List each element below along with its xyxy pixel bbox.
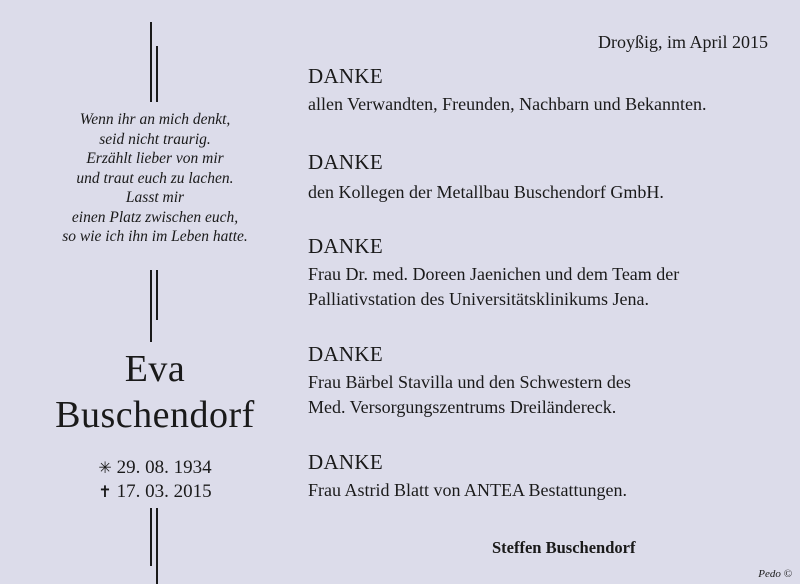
poem-line: so wie ich ihn im Leben hatte. [62, 228, 248, 245]
poem-line: und traut euch zu lachen. [76, 169, 234, 187]
death-date-line [20, 480, 290, 504]
danke-text: Frau Astrid Blatt von ANTEA Bestattungen. [308, 480, 627, 500]
danke-text: Frau Dr. med. Doreen Jaenichen und dem Team der [308, 264, 680, 284]
designer-credit: Pedo © [758, 568, 792, 580]
danke-heading: DANKE [308, 342, 383, 366]
top-vertical-line-left [150, 22, 152, 102]
memorial-poem [20, 110, 290, 247]
death-cross-icon: ✝ [98, 482, 112, 501]
danke-text: Palliativstation des Universitätsklinikums Jena. [308, 289, 649, 309]
deceased-first-name: Eva [124, 348, 186, 390]
danke-text: Med. Versorgungszentrums Dreiländereck. [308, 397, 617, 417]
bottom-vertical-line-right [156, 508, 158, 584]
danke-text: Frau Bärbel Stavilla und den Schwestern des [308, 372, 631, 392]
birth-date-line [20, 456, 290, 480]
birth-date: 29. 08. 1934 [116, 457, 212, 478]
death-date: 17. 03. 2015 [116, 481, 212, 502]
signature: Steffen Buschendorf [492, 538, 636, 557]
danke-heading: DANKE [308, 150, 383, 174]
poem-line: Wenn ihr an mich denkt, [79, 111, 231, 128]
poem-line: Lasst mir [125, 189, 185, 206]
top-vertical-line-right [156, 46, 158, 102]
place-date: Droyßig, im April 2015 [598, 32, 768, 52]
middle-vertical-line-left [150, 270, 152, 342]
danke-heading: DANKE [308, 234, 383, 258]
birth-star-icon: ✳ [98, 458, 112, 477]
poem-line: seid nicht traurig. [99, 130, 211, 148]
deceased-last-name: Buschendorf [55, 394, 255, 436]
bottom-vertical-line-left [150, 508, 152, 566]
danke-heading: DANKE [308, 64, 383, 88]
danke-text: allen Verwandten, Freunden, Nachbarn und Bekannten. [308, 94, 707, 114]
poem-line: einen Platz zwischen euch, [71, 208, 239, 226]
danke-heading: DANKE [308, 450, 383, 474]
middle-vertical-line-right [156, 270, 158, 320]
poem-line: Erzählt lieber von mir [86, 150, 224, 167]
danke-text: den Kollegen der Metallbau Buschendorf GmbH. [308, 182, 664, 202]
